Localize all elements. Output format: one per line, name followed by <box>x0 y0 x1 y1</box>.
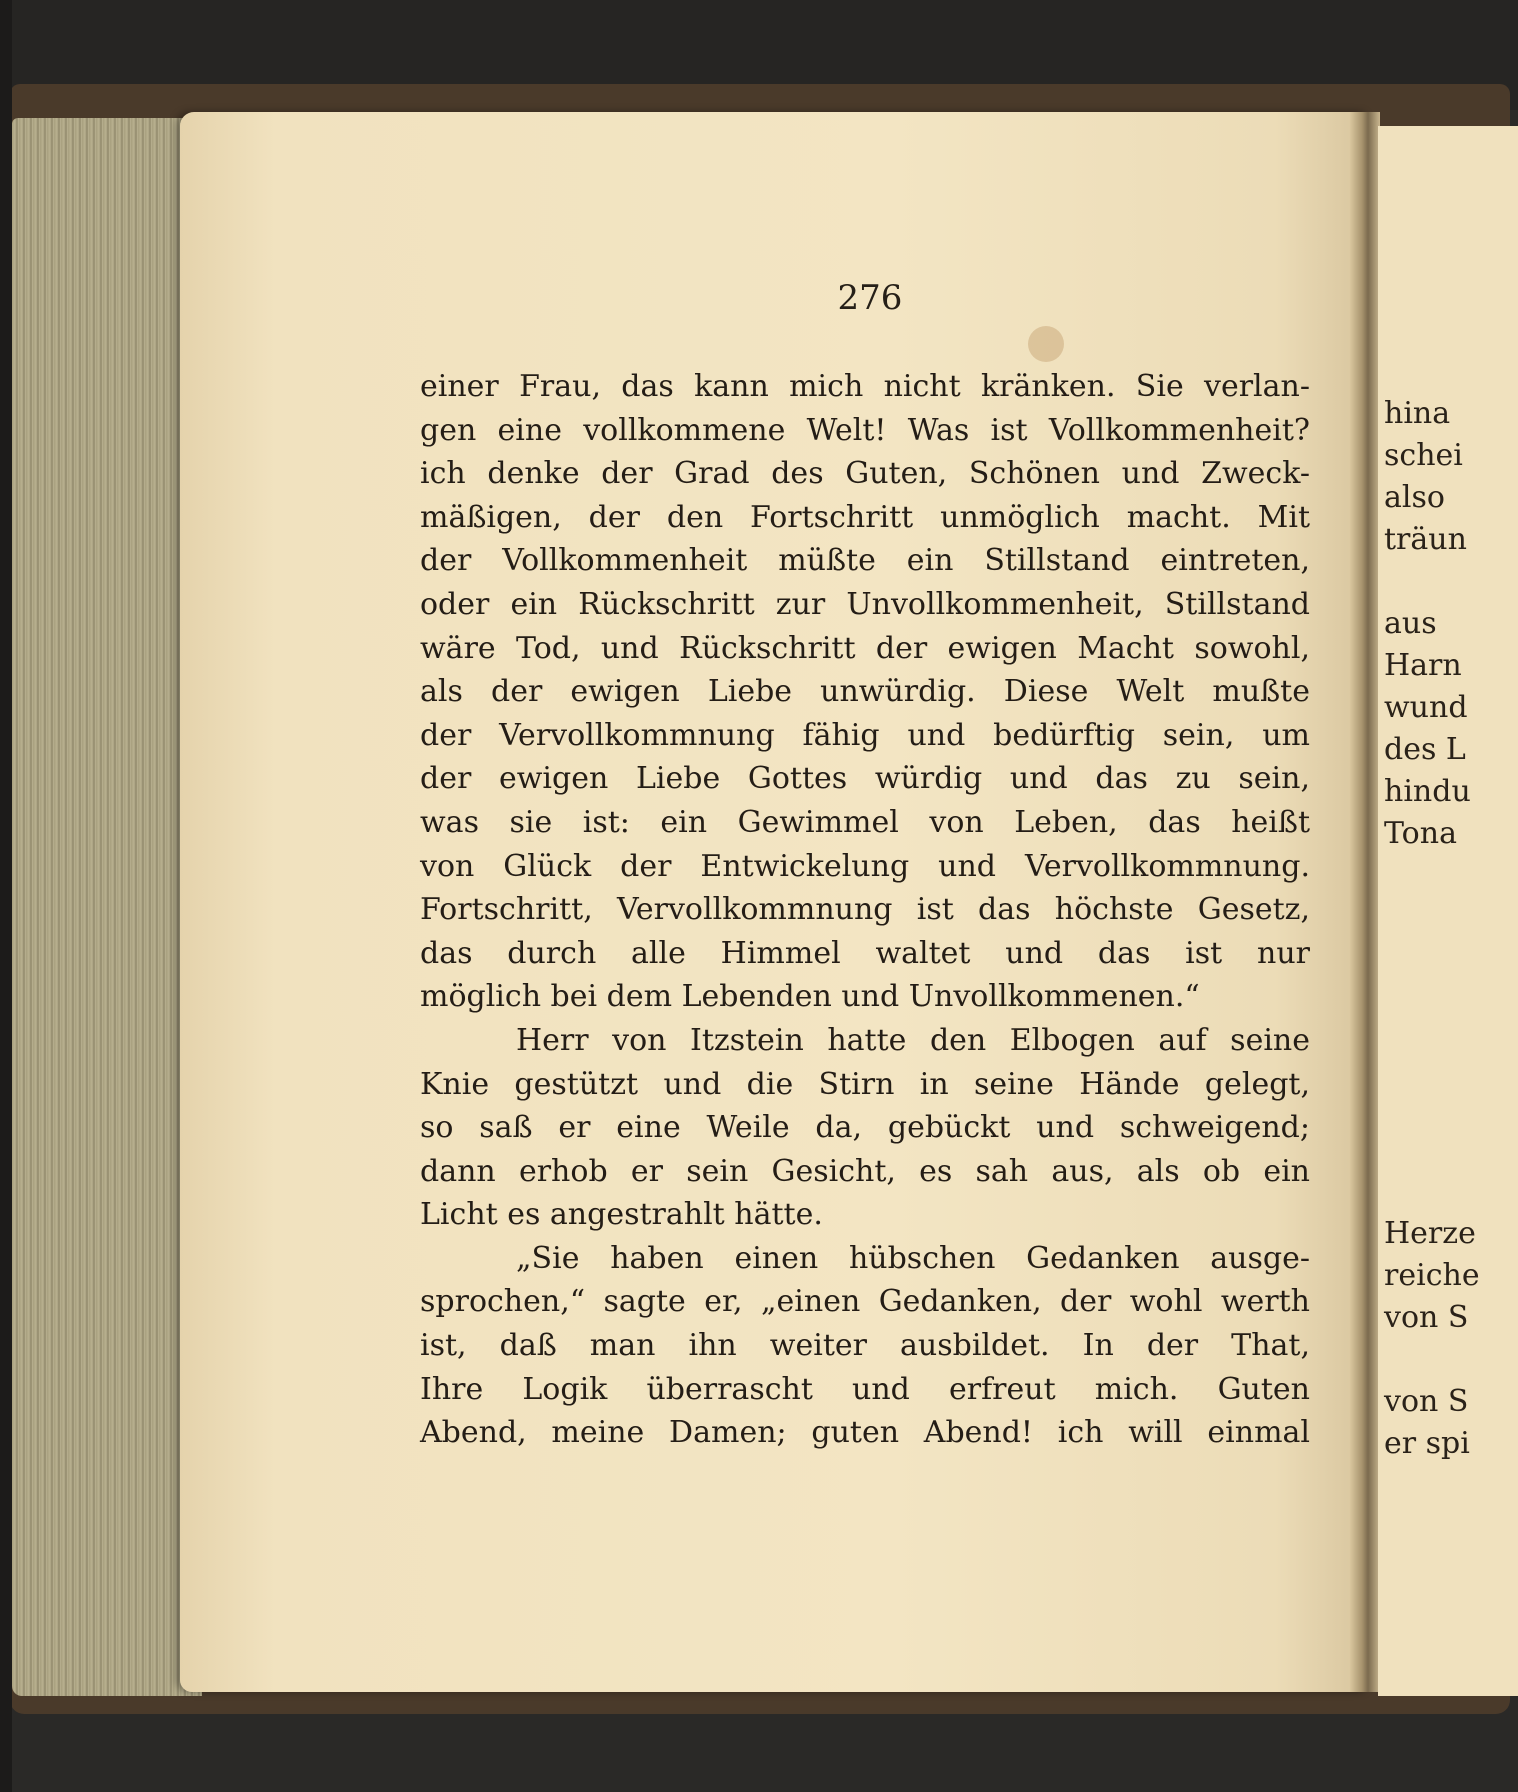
page-number: 276 <box>837 278 903 318</box>
next-page-line: also <box>1384 480 1445 515</box>
text-line: als der ewigen Liebe unwürdig. Diese Welt mußte <box>420 674 1310 710</box>
next-page-line: aus <box>1384 606 1437 641</box>
text-line: der ewigen Liebe Gottes würdig und das zu sein, <box>420 761 1310 797</box>
body-text <box>420 365 1310 1455</box>
right-page-fragment <box>1378 126 1518 1696</box>
next-page-line: des L <box>1384 732 1466 767</box>
text-line: oder ein Rückschritt zur Unvollkommenheit, Stillstand <box>420 586 1310 622</box>
next-page-line: von S <box>1384 1384 1469 1419</box>
text-line: das durch alle Himmel waltet und das ist nur <box>420 935 1310 971</box>
paper-stain <box>1028 326 1064 362</box>
text-line: „Sie haben einen hübschen Gedanken ausge- <box>516 1240 1310 1276</box>
text-line: so saß er eine Weile da, gebückt und schweigend; <box>420 1110 1310 1146</box>
next-page-line: Tona <box>1384 816 1457 851</box>
text-line: Abend, meine Damen; guten Abend! ich will einmal <box>420 1415 1310 1451</box>
text-line: Herr von Itzstein hatte den Elbogen auf seine <box>516 1022 1310 1058</box>
text-line: einer Frau, das kann mich nicht kränken. Sie verlan- <box>420 369 1310 404</box>
book-gutter <box>1350 112 1380 1692</box>
next-page-line: hina <box>1384 396 1451 431</box>
text-line: der Vollkommenheit müßte ein Stillstand eintreten, <box>420 543 1310 579</box>
text-line: von Glück der Entwickelung und Vervollkommnung. <box>420 848 1310 884</box>
next-page-line: Herze <box>1384 1216 1476 1251</box>
text-line: der Vervollkommnung fähig und bedürftig sein, um <box>420 717 1310 753</box>
text-line: ist, daß man ihn weiter ausbildet. In der That, <box>420 1328 1310 1364</box>
text-line: dann erhob er sein Gesicht, es sah aus, als ob ein <box>420 1153 1310 1189</box>
page-edges <box>12 118 202 1696</box>
next-page-line: reiche <box>1384 1258 1480 1293</box>
text-line: mäßigen, der den Fortschritt unmöglich macht. Mit <box>420 499 1310 535</box>
text-line: möglich bei dem Lebenden und Unvollkommenen.“ <box>420 979 1200 1015</box>
scan-edge <box>0 0 12 1792</box>
next-page-line: hindu <box>1384 774 1471 809</box>
text-line: Fortschritt, Vervollkommnung ist das höchste Gesetz, <box>420 892 1310 928</box>
next-page-line: Harn <box>1384 648 1462 683</box>
text-line: Knie gestützt und die Stirn in seine Hände gelegt, <box>420 1066 1310 1102</box>
text-line: wäre Tod, und Rückschritt der ewigen Macht sowohl, <box>420 630 1310 666</box>
next-page-line: er spi <box>1384 1426 1470 1461</box>
text-line: gen eine vollkommene Welt! Was ist Vollkommenheit? <box>420 412 1310 448</box>
text-line: was sie ist: ein Gewimmel von Leben, das heißt <box>420 804 1310 840</box>
next-page-line: schei <box>1384 438 1463 473</box>
text-line: Licht es angestrahlt hätte. <box>420 1197 823 1233</box>
text-line: Ihre Logik überrascht und erfreut mich. Guten <box>420 1371 1310 1407</box>
next-page-line: wund <box>1384 690 1468 725</box>
text-line: sprochen,“ sagte er, „einen Gedanken, der wohl werth <box>420 1284 1310 1320</box>
next-page-line: von S <box>1384 1300 1469 1335</box>
next-page-line: träun <box>1384 522 1467 557</box>
text-line: ich denke der Grad des Guten, Schönen und Zweck- <box>420 456 1310 492</box>
